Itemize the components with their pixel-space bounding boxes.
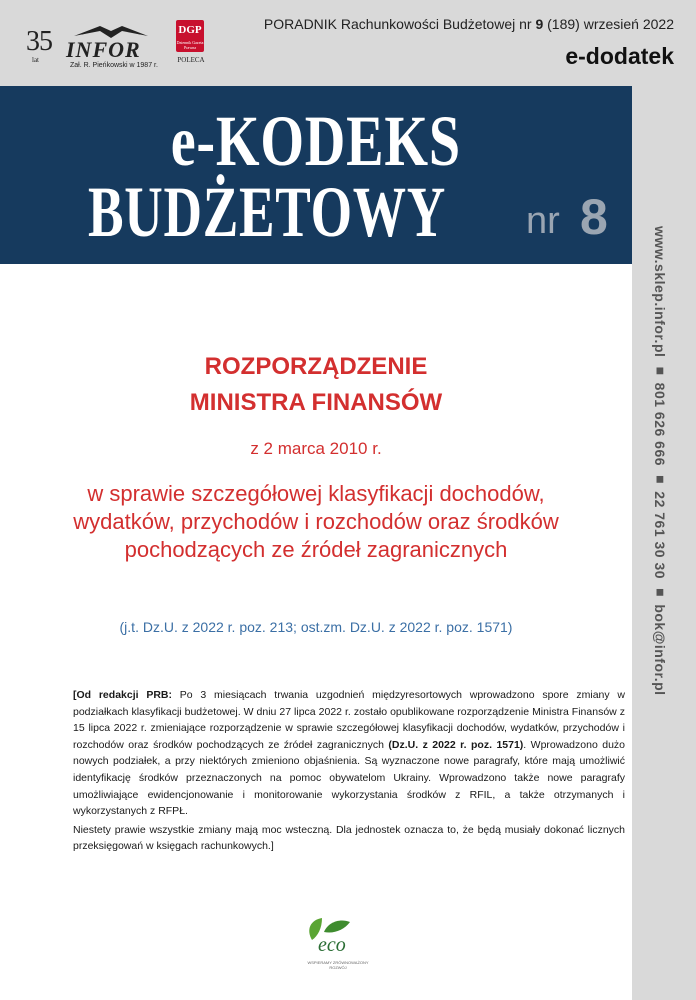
issue-nr-value: 8 — [580, 189, 608, 245]
regulation-citation: (j.t. Dz.U. z 2022 r. poz. 213; ost.zm. Dz.U. z 2022 r. poz. 1571) — [119, 619, 513, 635]
infor-logo — [26, 20, 166, 75]
logo-anniversary: 35 — [26, 26, 52, 57]
logo-founded: Zał. R. Pieńkowski w 1987 r. — [70, 62, 158, 69]
eco-word: eco — [318, 934, 346, 956]
eco-caption: WSPIERAMY ZRÓWNOWAŻONY ROZWÓJ — [307, 960, 369, 970]
note-paragraph-2: Niestety prawie wszystkie zmiany mają moc wsteczną. Dla jednostek oznacza to, że będą musiały dokonać licznych przeksięgowań w księgach rachunkowych.] — [73, 823, 625, 853]
title-line-2: BUDŻETOWY — [88, 172, 447, 252]
contact-vertical: www.sklep.infor.pl ■ 801 626 666 ■ 22 761 30 30 ■ bok@infor.pl — [652, 226, 668, 696]
logo-anniversary-suffix: lat — [32, 56, 39, 64]
regulation-subject: w sprawie szczegółowej klasyfikacji dochodów, wydatków, przychodów i rozchodów oraz środków pochodzących ze źródeł zagranicznych — [73, 481, 559, 562]
dgp-subtitle: Dziennik Gazeta Prawna — [176, 40, 204, 50]
issue-suffix: (189) wrzesień 2022 — [547, 16, 674, 32]
dgp-logo — [176, 20, 204, 52]
logo-brand: INFOR — [66, 37, 141, 62]
note-reference: (Dz.U. z 2022 r. poz. 1571) — [388, 738, 524, 751]
note-text-b: . Wprowadzono dużo nowych podziałek, a przy niektórych zmieniono objaśnienia. Są wyznaczone nowe paragrafy, które mają umożliwić identyfikację środków przeznaczonych na pomoc obywatelom Ukrainy. Wprowadzono także nowe paragrafy umożliwiające ewidencjonowanie i monitorowanie wykorzystania środków z RFIL, a także otrzymanych i wykorzystanych z RFPŁ. — [73, 738, 626, 818]
editorial-note — [73, 687, 625, 857]
dgp-text: DGP — [178, 24, 202, 36]
regulation-heading: ROZPORZĄDZENIE — [204, 353, 428, 380]
note-lead: [Od redakcji PRB: — [73, 689, 172, 701]
supplement-label: e-dodatek — [565, 43, 674, 69]
ministry-heading: MINISTRA FINANSÓW — [189, 389, 443, 416]
issue-number: 9 — [535, 16, 544, 32]
note-paragraph-1 — [73, 687, 625, 820]
issue-line — [264, 16, 674, 32]
title-line-1: e-KODEKS — [170, 101, 461, 181]
issue-nr-label: nr — [526, 200, 560, 242]
issue-prefix: PORADNIK Rachunkowości Budżetowej nr — [263, 16, 532, 32]
regulation-date: z 2 marca 2010 r. — [250, 439, 382, 458]
dgp-poleca: POLECA — [177, 56, 205, 64]
eco-logo — [300, 914, 376, 976]
note-text-a: Po 3 miesiącach trwania uzgodnień międzyresortowych wprowadzono spore zmiany w podziałkach klasyfikacji budżetowej. W dniu 27 lipca 2022 r. zostało opublikowane rozporządzenie Ministra Finansów z 15 lipca 2022 r. zmieniające rozporządzenie w sprawie szczegółowej klasyfikacji dochodów, wydatków, przychodów i rozchodów oraz środków pochodzących ze źródeł zagranicznych — [73, 689, 625, 751]
